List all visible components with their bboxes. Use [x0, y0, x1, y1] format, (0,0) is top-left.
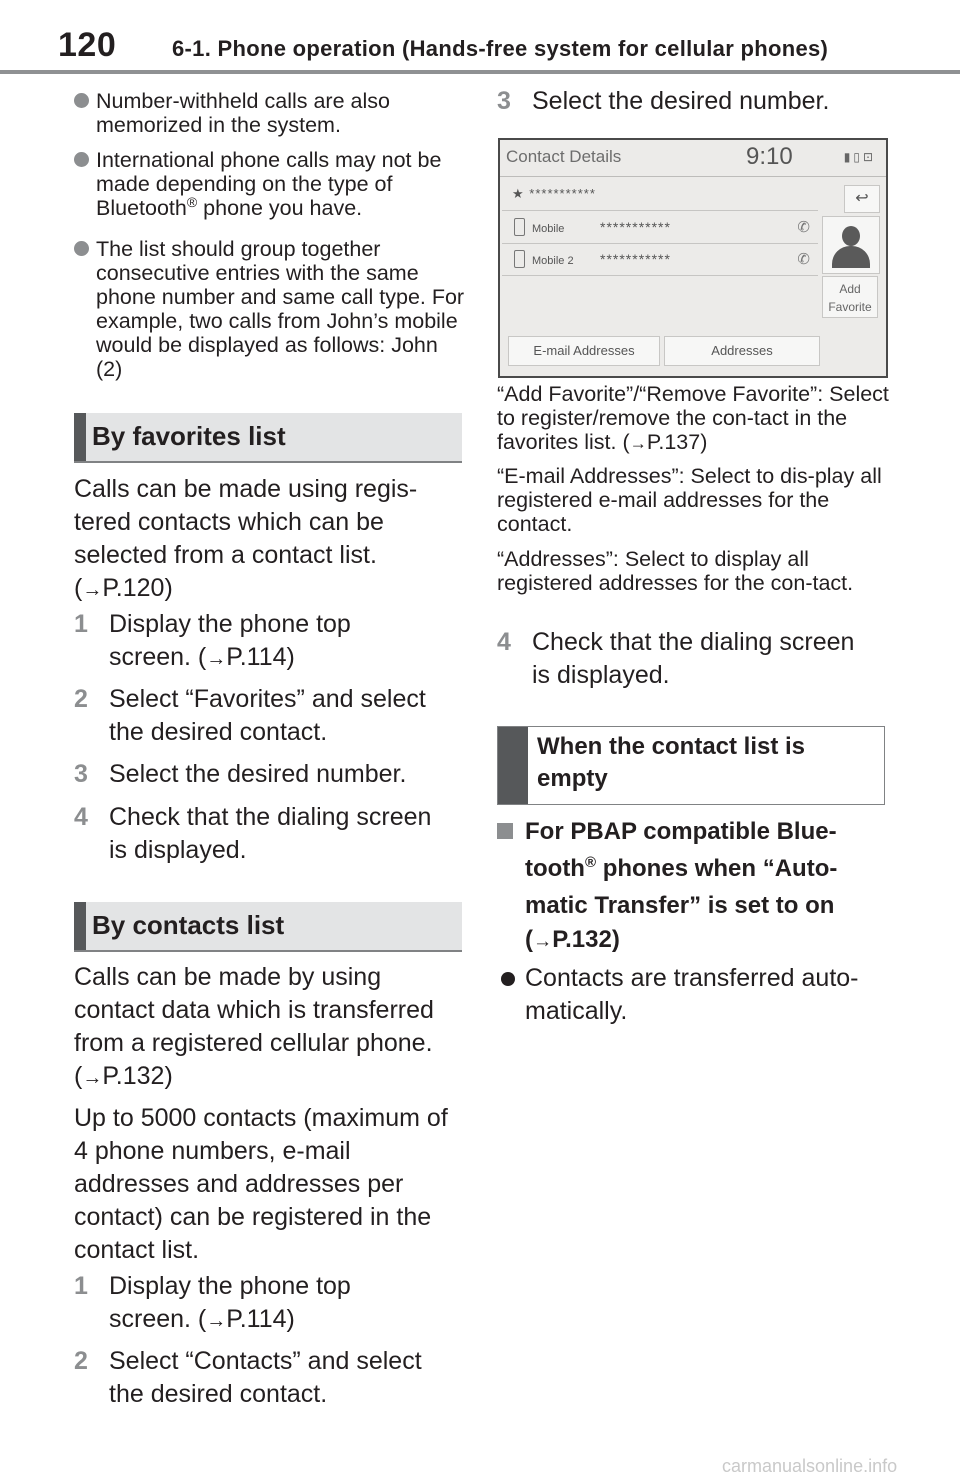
square-bullet-icon	[497, 823, 513, 839]
header-divider	[0, 70, 960, 74]
contact-name-row[interactable]	[502, 180, 818, 211]
phone-row-mobile[interactable]: Mobile *********** ✆	[502, 213, 818, 244]
heading-bar	[498, 727, 528, 804]
screen-divider	[500, 176, 886, 177]
arrow-right-icon: →	[82, 1067, 103, 1089]
mobile-phone-icon	[514, 250, 525, 268]
arrow-right-icon: →	[82, 579, 103, 601]
contact-avatar	[822, 216, 880, 274]
email-addresses-button[interactable]: E-mail Addresses	[508, 336, 660, 366]
avatar-body	[832, 246, 870, 268]
arrow-right-icon: →	[533, 931, 553, 952]
heading-text: By contacts list	[92, 910, 285, 940]
phone-call-icon: ✆	[797, 251, 810, 268]
note-text: Number-withheld calls are also memorized in the system.	[96, 89, 390, 137]
desc-add-favorite: “Add Favorite”/“Remove Favorite”: Select to register/remove the con-tact in the favorites list. (→P.137)	[497, 382, 889, 454]
phone-row-mobile-2[interactable]: Mobile 2 *********** ✆	[502, 245, 818, 276]
contact-name: ★ ***********	[512, 186, 596, 201]
bullet-icon	[501, 972, 515, 986]
bullet-icon	[74, 152, 89, 167]
back-button[interactable]: ↩	[844, 185, 880, 213]
contacts-intro: Calls can be made by using contact data which is transferred from a registered cellular phone. (→P.132)	[74, 963, 434, 1090]
screen-title: Contact Details	[506, 147, 622, 166]
add-favorite-button[interactable]: Add Favorite	[822, 276, 878, 318]
page-ref[interactable]: P.114)	[226, 643, 295, 671]
note-text: International phone calls may not be made depending on the type of Bluetooth® phone you have.	[96, 148, 442, 220]
page-ref[interactable]: P.120)	[102, 574, 173, 602]
page-ref[interactable]: P.114)	[226, 1305, 295, 1333]
heading-bar	[74, 902, 86, 950]
watermark: carmanualsonline.info	[722, 1456, 898, 1476]
contact-details-screenshot	[498, 138, 888, 378]
heading-text: When the contact list is empty	[537, 733, 806, 792]
section-title: 6-1. Phone operation (Hands-free system for cellular phones)	[172, 36, 829, 61]
favorites-intro: Calls can be made using regis-tered contacts which can be selected from a contact list. (→P.120)	[74, 475, 418, 602]
bullet-icon	[74, 93, 89, 108]
page-ref[interactable]: P.132)	[102, 1062, 173, 1090]
desc-addresses: “Addresses”: Select to display all registered addresses for the con-tact.	[497, 547, 854, 595]
page-number: 120	[58, 26, 117, 64]
avatar-head	[842, 226, 860, 246]
arrow-right-icon: →	[629, 433, 647, 453]
page-ref[interactable]: P.137)	[646, 430, 708, 454]
page-header	[0, 0, 960, 76]
screen-clock: 9:10	[746, 143, 793, 170]
mobile-phone-icon	[514, 218, 525, 236]
desc-email-addresses: “E-mail Addresses”: Select to dis-play all registered e-mail addresses for the contact.	[497, 464, 882, 536]
heading-bar	[74, 413, 86, 461]
heading-favorites	[74, 413, 462, 463]
heading-empty-list	[497, 726, 885, 805]
status-icons: ▮▯⊡	[843, 150, 876, 164]
heading-text: By favorites list	[92, 421, 286, 451]
phone-call-icon: ✆	[797, 219, 810, 236]
arrow-right-icon: →	[206, 1310, 227, 1332]
arrow-right-icon: →	[206, 648, 227, 670]
contacts-capacity: Up to 5000 contacts (maximum of 4 phone numbers, e-mail addresses and addresses per contact) can be registered in the contact list.	[74, 1104, 448, 1264]
bullet-icon	[74, 241, 89, 256]
page-ref[interactable]: P.132)	[552, 926, 620, 953]
heading-contacts	[74, 902, 462, 952]
addresses-button[interactable]: Addresses	[664, 336, 820, 366]
note-text: The list should group together consecutive entries with the same phone number and same call type. For example, two calls from John’s mobile would be displayed as follows: John (2)	[96, 237, 465, 381]
